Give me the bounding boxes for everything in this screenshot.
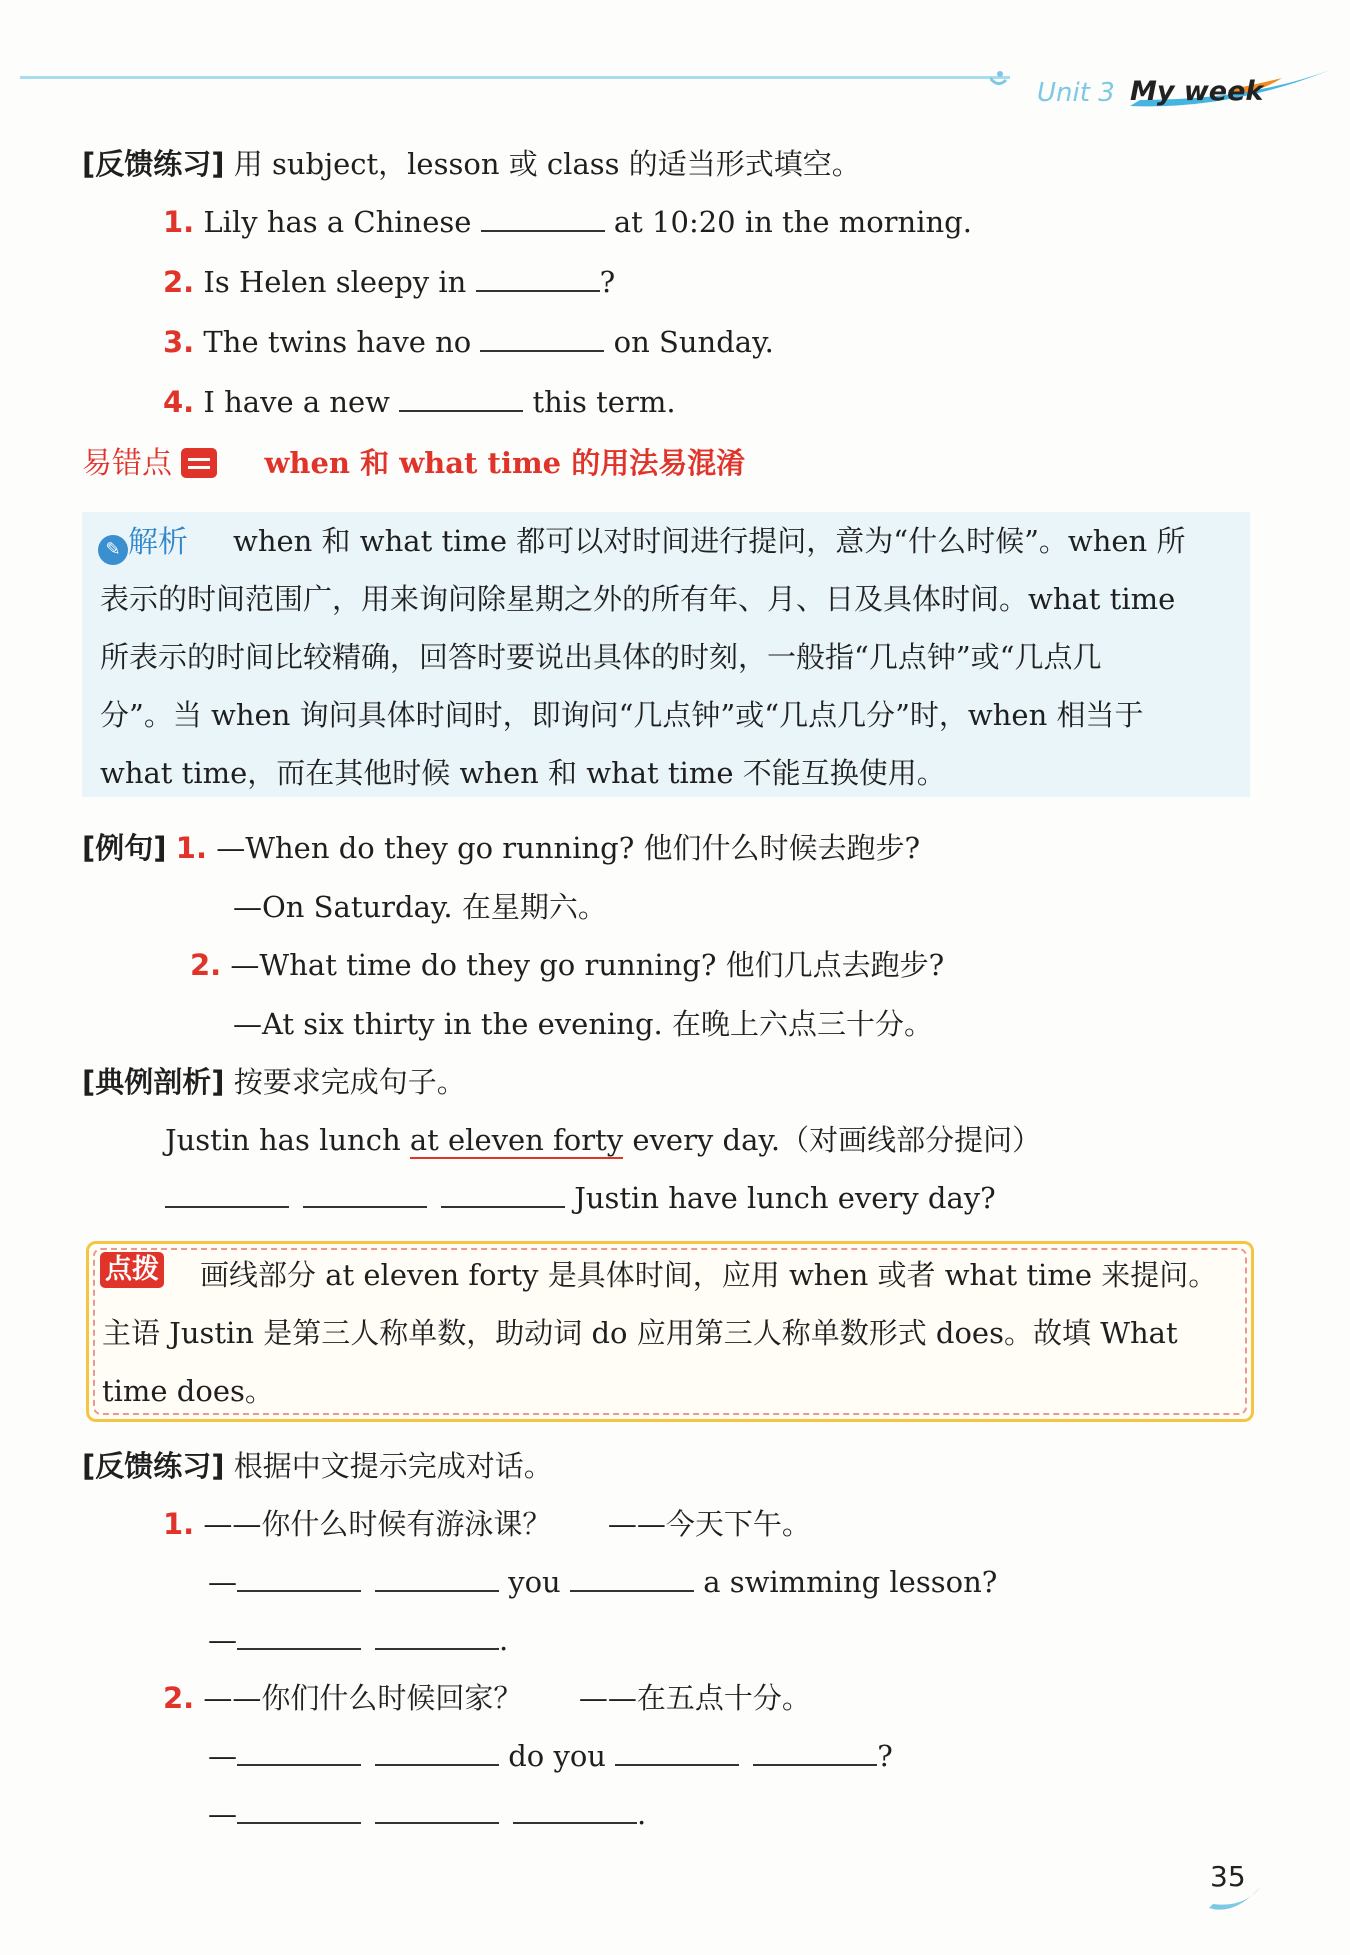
pitfall-title: when 和 what time 的用法易混淆 [264,446,746,480]
typical-heading: [典例剖析] 按要求完成句子。 [82,1065,466,1099]
answer-blank[interactable] [399,382,523,412]
example-number: 2. [190,948,222,982]
practice2-item-2-a-line: — . [208,1794,646,1834]
answer-blank[interactable] [237,1620,361,1650]
tip-line: time does。 [102,1374,274,1408]
item-text-after: this term. [532,385,676,419]
answer-blank[interactable] [237,1794,361,1824]
item-number: 1. [163,205,195,239]
chinese-answer: ——今天下午。 [607,1507,811,1541]
header-rule [20,76,1010,79]
analysis-text [100,512,1245,802]
answer-blank[interactable] [237,1562,361,1592]
practice1-item-4 [163,382,676,422]
typical-sentence [165,1120,1041,1160]
analysis-line: when 和 what time 都可以对时间进行提问，意为“什么时候”。when 所 [233,524,1186,558]
chinese-question: ——你什么时候有游泳课？ [203,1507,552,1541]
examples-label: 例句 [95,831,154,865]
answer-blank[interactable] [375,1736,499,1766]
practice1-instruction: 用 subject，lesson 或 class 的适当形式填空。 [233,147,861,181]
item-number: 2. [163,265,195,299]
item-text-after: at 10:20 in the morning. [613,205,972,239]
item-end-text: . [499,1623,509,1657]
chinese-question: ——你们什么时候回家？ [203,1681,523,1715]
pitfall-badge-icon [181,448,217,478]
practice2-item-1-a-line: — . [208,1620,508,1660]
item-number: 4. [163,385,195,419]
analysis-line: 表示的时间范围广，用来询问除星期之外的所有年、月、日及具体时间。what time [100,582,1176,616]
tip-label: 点拨 [100,1252,164,1288]
analysis-line: 分”。当 when 询问具体时间时，即询问“几点钟”或“几点几分”时，when 相当于 [100,698,1144,732]
item-number: 1. [163,1507,195,1541]
example-2 [190,945,944,985]
header-title: My week [1130,76,1264,107]
tip-line: 主语 Justin 是第三人称单数，助动词 do 应用第三人称单数形式 does。故填 What [102,1316,1178,1350]
practice2-instruction: 根据中文提示完成对话。 [233,1449,553,1483]
answer-blank[interactable] [481,202,605,232]
typical-instruction: 按要求完成句子。 [233,1065,466,1099]
typical-label: 典例剖析 [95,1065,212,1099]
answer-blank[interactable] [753,1736,877,1766]
practice1-item-1 [163,202,972,242]
item-text-before: Is Helen sleepy in [203,265,467,299]
item-mid-text: you [508,1565,561,1599]
answer-blank[interactable] [237,1736,361,1766]
answer-tail: Justin have lunch every day? [574,1181,996,1215]
answer-blank[interactable] [476,262,600,292]
item-tail-text: a swimming lesson? [703,1565,998,1599]
analysis-line: 所表示的时间比较精确，回答时要说出具体的时刻，一般指“几点钟”或“几点几 [100,640,1102,674]
page-number-swoosh-icon [1205,1878,1265,1918]
practice1-label: 反馈练习 [95,147,212,181]
answer-blank[interactable] [570,1562,694,1592]
sentence-part: every day.（对画线部分提问） [623,1123,1042,1157]
header-unit: Unit 3 [1037,78,1115,108]
practice2-item-2 [163,1678,811,1718]
practice2-item-1 [163,1504,811,1544]
example-answer: —At six thirty in the evening. 在晚上六点三十分。 [233,1007,933,1041]
tip-line: 画线部分 at eleven forty 是具体时间，应用 when 或者 what time 来提问。 [200,1258,1218,1292]
page-number: 35 [1210,1860,1246,1893]
tip-text [102,1246,1237,1420]
underlined-phrase: at eleven forty [409,1123,624,1157]
answer-blank[interactable] [615,1736,739,1766]
pitfall-heading [82,443,745,484]
practice2-label: 反馈练习 [95,1449,212,1483]
item-number: 3. [163,325,195,359]
item-text-after: on Sunday. [613,325,774,359]
item-number: 2. [163,1681,195,1715]
analysis-label: 解析 [128,525,188,560]
answer-blank[interactable] [303,1178,427,1208]
analysis-line: what time，而在其他时候 when 和 what time 不能互换使用。 [100,756,946,790]
item-end-text: . [637,1797,647,1831]
practice2-item-2-q-line: — do you ? [208,1736,893,1776]
practice2-heading: [反馈练习] 根据中文提示完成对话。 [82,1449,553,1483]
pencil-icon: ✎ [98,535,128,565]
examples-heading: [例句] 1. —When do they go running? 他们什么时候去跑步? [82,831,921,865]
example-number: 1. [175,831,207,865]
chinese-answer: ——在五点十分。 [578,1681,811,1715]
practice1-heading: [反馈练习] 用 subject，lesson 或 class 的适当形式填空。 [82,147,861,181]
answer-blank[interactable] [375,1794,499,1824]
practice1-item-3 [163,322,774,362]
item-tail-text: ? [877,1739,893,1773]
item-text-after: ? [599,265,616,299]
typical-answer-line [165,1178,996,1218]
practice1-item-2 [163,262,615,302]
answer-blank[interactable] [480,322,604,352]
item-text-before: The twins have no [203,325,472,359]
example-answer: —On Saturday. 在星期六。 [233,890,607,924]
item-text-before: I have a new [203,385,390,419]
item-text-before: Lily has a Chinese [203,205,472,239]
practice2-item-1-q-line: — you a swimming lesson? [208,1562,997,1602]
pitfall-label: 易错点 [82,446,172,481]
answer-blank[interactable] [513,1794,637,1824]
answer-blank[interactable] [375,1620,499,1650]
answer-blank[interactable] [375,1562,499,1592]
answer-blank[interactable] [441,1178,565,1208]
answer-blank[interactable] [165,1178,289,1208]
sentence-part: Justin has lunch [165,1123,410,1157]
example-question: —What time do they go running? 他们几点去跑步? [230,948,945,982]
example-question: —When do they go running? 他们什么时候去跑步? [216,831,921,865]
item-mid-text: do you [508,1739,606,1773]
